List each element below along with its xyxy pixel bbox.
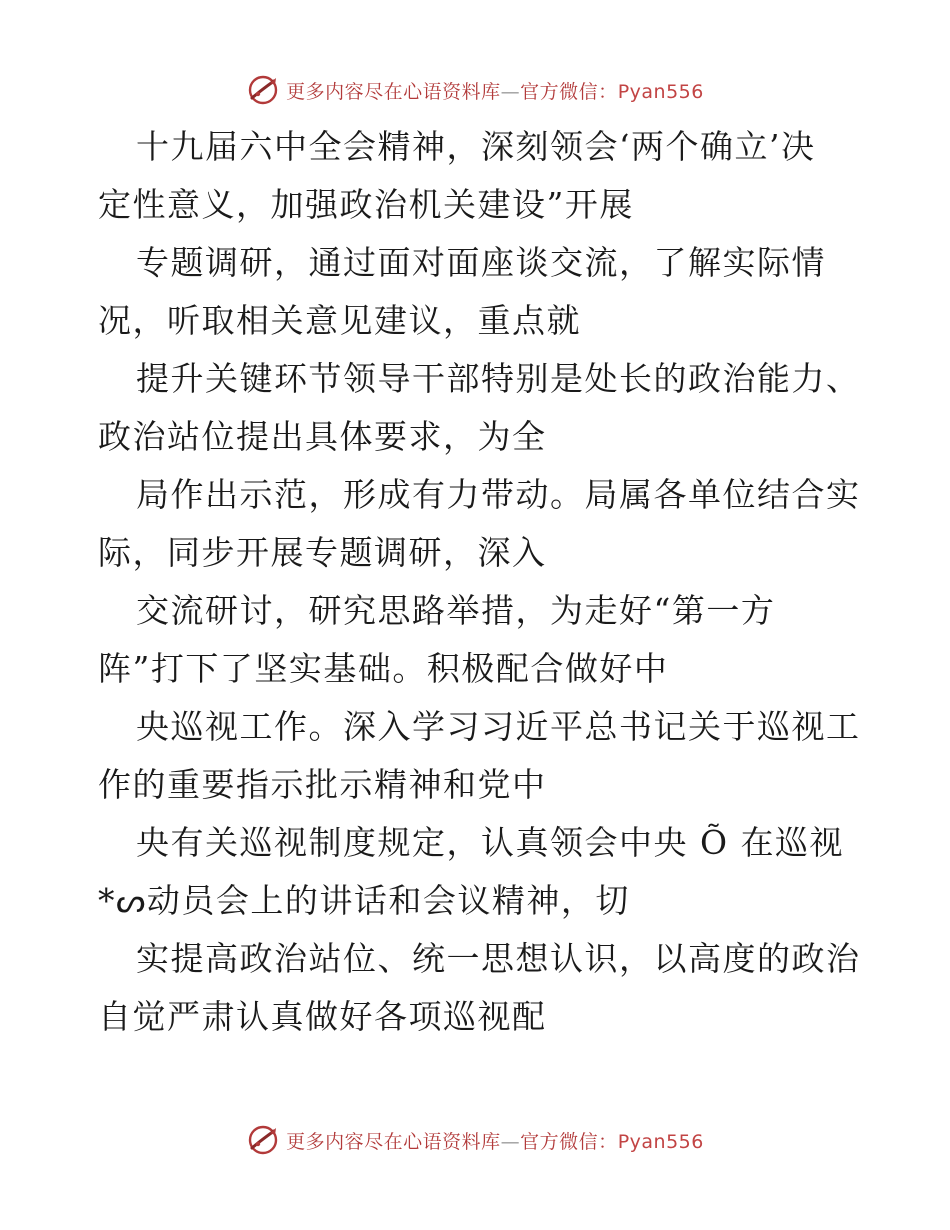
text-line: *ᔕ动员会上的讲话和会议精神，切 <box>98 881 630 920</box>
text-line: 阵”打下了坚实基础。积极配合做好中 <box>98 649 669 688</box>
header-watermark <box>0 70 950 110</box>
text-line: 专题调研，通过面对面座谈交流，了解实际情 <box>136 243 826 282</box>
watermark-text: 更多内容尽在心语资料库—官方微信：Pyan556 <box>286 1130 704 1153</box>
document-body <box>98 118 861 1046</box>
text-line: 局作出示范，形成有力带动。局属各单位结合实 <box>136 475 861 514</box>
text-line: 提升关键环节领导干部特别是处长的政治能力、 <box>136 359 861 398</box>
text-line: 央有关巡视制度规定，认真领会中央 Õ 在巡视 <box>136 823 845 862</box>
watermark-text: 更多内容尽在心语资料库—官方微信：Pyan556 <box>286 80 704 103</box>
text-line: 际，同步开展专题调研，深入 <box>98 533 547 572</box>
text-line: 作的重要指示批示精神和党中 <box>98 765 547 804</box>
pen-logo-icon <box>246 73 280 107</box>
text-line: 自觉严肃认真做好各项巡视配 <box>98 997 547 1036</box>
footer-watermark <box>0 1120 950 1160</box>
pen-logo-icon <box>246 1123 280 1157</box>
text-line: 况，听取相关意见建议，重点就 <box>98 301 581 340</box>
text-line: 定性意义，加强政治机关建设”开展 <box>98 185 634 224</box>
text-line: 交流研讨，研究思路举措，为走好“第一方 <box>136 591 776 630</box>
text-line: 央巡视工作。深入学习习近平总书记关于巡视工 <box>136 707 861 746</box>
text-line: 实提高政治站位、统一思想认识，以高度的政治 <box>136 939 861 978</box>
text-line: 政治站位提出具体要求，为全 <box>98 417 547 456</box>
text-line: 十九届六中全会精神，深刻领会‘两个确立’决 <box>136 127 816 166</box>
